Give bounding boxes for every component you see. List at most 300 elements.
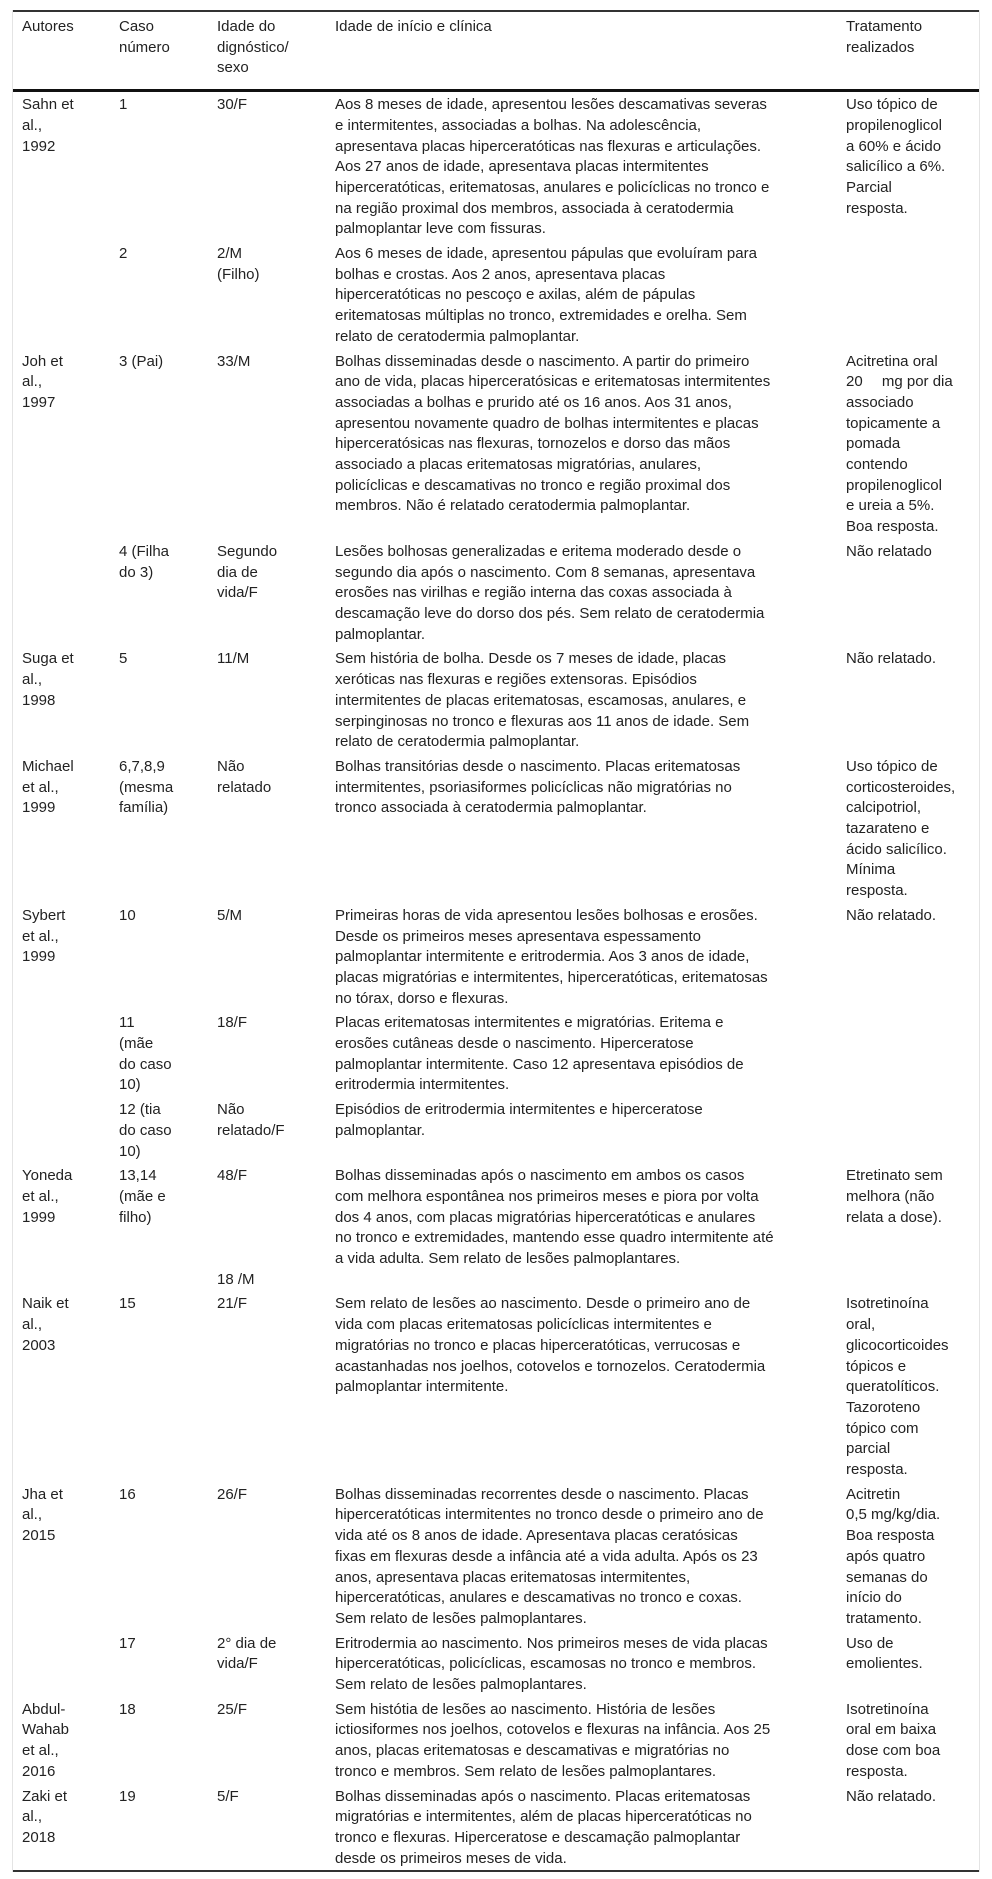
cell-line: 11/M — [217, 650, 250, 668]
cell-line: 17 — [119, 1634, 136, 1652]
cell-line: palmoplantar intermitente e eritrodermia. Aos 3 anos de idade, — [335, 948, 750, 966]
cell-line: vida/F — [217, 1655, 258, 1673]
table-row — [13, 1784, 979, 1872]
cell-line: resposta. — [846, 882, 908, 900]
case-number-cell — [110, 1631, 208, 1697]
diagnosis-age-sex-cell — [208, 903, 326, 1011]
cell-line: dignóstico/ — [217, 38, 289, 56]
cell-line: tópico com — [846, 1419, 919, 1437]
cell-line: Tazoroteno — [846, 1398, 921, 1416]
cell-line: palmoplantar intermitente. Caso 12 apresentava episódios de — [335, 1055, 744, 1073]
case-number-cell — [110, 646, 208, 754]
diagnosis-age-sex-cell — [208, 349, 326, 539]
table-row — [13, 1482, 979, 1631]
cell-line: 30/F — [217, 96, 248, 114]
cell-line: associado — [846, 393, 914, 411]
cell-line: intermitentes, psoriasiformes policíclicas não migratórias no — [335, 778, 732, 796]
table-row — [13, 241, 979, 349]
cell-line: relata a dose). — [846, 1208, 942, 1226]
cell-line: 13,14 — [119, 1167, 157, 1185]
cell-line — [217, 1187, 326, 1208]
cell-line: descamação leve do dorso dos pés. Sem relato de ceratodermia — [335, 604, 765, 622]
cell-line: et al., — [22, 1187, 59, 1205]
cell-line: Yoneda — [22, 1167, 73, 1185]
column-header-age — [208, 11, 326, 91]
cell-line: 2 — [119, 245, 128, 263]
cell-line: Bolhas transitórias desde o nascimento. Placas eritematosas — [335, 757, 741, 775]
cell-line: Sybert — [22, 906, 66, 924]
treatment-cell — [837, 1291, 979, 1481]
cell-line: Não — [217, 1101, 245, 1119]
cell-line: após quatro — [846, 1547, 926, 1565]
cell-line: apresentou novamente quadro de bolhas intermitentes e placas — [335, 414, 759, 432]
case-number-cell — [110, 1097, 208, 1163]
cell-line: hiperceratóticas, eritematosas, anulares e policíclicas no tronco e — [335, 178, 770, 196]
cell-line: 26/F — [217, 1485, 248, 1503]
cell-line: 10 — [119, 906, 136, 924]
case-number-cell — [110, 349, 208, 539]
cell-line: Jha et — [22, 1485, 63, 1503]
cell-line: 1999 — [22, 799, 56, 817]
cell-line: Acitretina oral — [846, 352, 938, 370]
cell-line: filho) — [119, 1208, 152, 1226]
cell-line: com melhora espontânea nos primeiros meses e piora por volta — [335, 1187, 759, 1205]
cell-line: vida/F — [217, 584, 258, 602]
cell-line: 12 (tia — [119, 1101, 161, 1119]
cell-line: bolhas e crostas. Aos 2 anos, apresentava placas — [335, 265, 666, 283]
authors-cell — [13, 1163, 110, 1291]
cell-line: Wahab — [22, 1721, 69, 1739]
cell-line: Mínima — [846, 861, 896, 879]
treatment-cell — [837, 1097, 979, 1163]
cell-line: Sem relato de lesões ao nascimento. Desde o primeiro ano de — [335, 1295, 751, 1313]
onset-clinical-cell — [326, 1482, 837, 1631]
onset-clinical-cell — [326, 1010, 837, 1097]
table-row — [13, 646, 979, 754]
cell-line: associadas a bolhas e prurido até os 16 anos. Aos 31 anos, — [335, 393, 732, 411]
diagnosis-age-sex-cell — [208, 241, 326, 349]
cell-line: pomada — [846, 435, 901, 453]
table-row — [13, 1697, 979, 1784]
cell-line: (mãe e — [119, 1187, 166, 1205]
case-table — [13, 10, 979, 1872]
table-row — [13, 1010, 979, 1097]
cell-line: al., — [22, 1506, 43, 1524]
table-row — [13, 754, 979, 903]
cell-line: 19 — [119, 1787, 136, 1805]
treatment-cell — [837, 539, 979, 647]
onset-clinical-cell — [326, 1097, 837, 1163]
cell-line: (mãe — [119, 1035, 154, 1053]
cell-line: al., — [22, 1316, 43, 1334]
diagnosis-age-sex-cell — [208, 539, 326, 647]
diagnosis-age-sex-cell — [208, 91, 326, 241]
cell-line: 5/F — [217, 1787, 239, 1805]
cell-line: hiperceratóticas, anulares e descamativas no tronco e coxas. — [335, 1589, 742, 1607]
cell-line: Segundo — [217, 542, 278, 560]
cell-line: 1997 — [22, 393, 56, 411]
cell-line: 2003 — [22, 1336, 56, 1354]
authors-cell — [13, 1291, 110, 1481]
cell-line: Primeiras horas de vida apresentou lesões bolhosas e erosões. — [335, 906, 758, 924]
cell-line: Eritrodermia ao nascimento. Nos primeiros meses de vida placas — [335, 1634, 768, 1652]
cell-line: 1999 — [22, 1208, 56, 1226]
cell-line: resposta. — [846, 1762, 908, 1780]
cell-line: resposta. — [846, 199, 908, 217]
cell-line: 18/F — [217, 1014, 248, 1032]
cell-line: palmoplantar. — [335, 625, 426, 643]
cell-line: 21/F — [217, 1295, 248, 1313]
diagnosis-age-sex-cell — [208, 646, 326, 754]
cell-line: 18 /M — [217, 1270, 255, 1288]
authors-cell — [13, 539, 110, 647]
column-header-clinic — [326, 11, 837, 91]
cell-line: Joh et — [22, 352, 63, 370]
cell-line: migratórias no tronco e placas hiperceratóticas, verrucosas e — [335, 1336, 741, 1354]
cell-line: oral em baixa — [846, 1721, 937, 1739]
cell-line: 4 (Filha — [119, 542, 170, 560]
case-number-cell — [110, 539, 208, 647]
cell-line: queratolíticos. — [846, 1378, 940, 1396]
onset-clinical-cell — [326, 91, 837, 241]
cell-line: Michael — [22, 757, 74, 775]
authors-cell — [13, 903, 110, 1011]
cell-line: glicocorticoides — [846, 1336, 949, 1354]
cell-line: ictiosiformes nos joelhos, cotovelos e flexuras na infância. Aos 25 — [335, 1721, 771, 1739]
case-table-container — [12, 10, 980, 1872]
cell-line: relatado — [217, 778, 272, 796]
cell-line: Aos 6 meses de idade, apresentou pápulas que evoluíram para — [335, 245, 757, 263]
onset-clinical-cell — [326, 903, 837, 1011]
case-number-cell — [110, 1784, 208, 1872]
cell-line: número — [119, 38, 170, 56]
cell-line — [217, 1208, 326, 1229]
case-number-cell — [110, 1291, 208, 1481]
authors-cell — [13, 1482, 110, 1631]
authors-cell — [13, 241, 110, 349]
cell-line: Sem relato de lesões palmoplantares. — [335, 1676, 587, 1694]
case-number-cell — [110, 241, 208, 349]
header-row — [13, 11, 979, 91]
onset-clinical-cell — [326, 1291, 837, 1481]
cell-line: Não — [217, 757, 245, 775]
cell-line: hiperceratóticas intermitentes no tronco desde o primeiro ano de — [335, 1506, 764, 1524]
case-number-cell — [110, 1482, 208, 1631]
onset-clinical-cell — [326, 1631, 837, 1697]
cell-line: tazarateno e — [846, 820, 930, 838]
cell-line: apresentava placas hiperceratóticas nas flexuras e articulações. — [335, 137, 762, 155]
cell-line: Sahn et — [22, 96, 74, 114]
cell-line: contendo — [846, 456, 908, 474]
cell-line: 33/M — [217, 352, 251, 370]
cell-line: (mesma — [119, 778, 174, 796]
cell-line: e intermitentes, associadas a bolhas. Na adolescência, — [335, 116, 702, 134]
case-number-cell — [110, 1163, 208, 1291]
cell-line: Abdul- — [22, 1700, 66, 1718]
cell-line: 10) — [119, 1076, 141, 1094]
treatment-cell — [837, 1697, 979, 1784]
cell-line: Bolhas disseminadas desde o nascimento. A partir do primeiro — [335, 352, 750, 370]
cell-line: calcipotriol, — [846, 799, 922, 817]
cell-line: relato de ceratodermia palmoplantar. — [335, 327, 580, 345]
cell-line: tronco e membros. Sem relato de lesões palmoplantares. — [335, 1762, 717, 1780]
cell-line: Suga et — [22, 650, 74, 668]
cell-line: Parcial — [846, 178, 892, 196]
cell-line: Tratamento — [846, 18, 923, 35]
authors-cell — [13, 1631, 110, 1697]
cell-line: anos, apresentava placas eritematosas intermitentes, — [335, 1568, 691, 1586]
cell-line: 11 — [119, 1014, 135, 1032]
cell-line: tópicos e — [846, 1357, 907, 1375]
cell-line: membros. Não é relatado ceratodermia palmoplantar. — [335, 497, 691, 515]
cell-line: Idade de início e clínica — [335, 18, 492, 35]
cell-line: Aos 27 anos de idade, apresentava placas intermitentes — [335, 158, 709, 176]
cell-line: Não relatado. — [846, 906, 937, 924]
diagnosis-age-sex-cell — [208, 1784, 326, 1872]
cell-line: 15 — [119, 1295, 136, 1313]
cell-line: vida com placas eritematosas policíclicas intermitentes e — [335, 1316, 712, 1334]
cell-line: Lesões bolhosas generalizadas e eritema moderado desde o — [335, 542, 742, 560]
cell-line: et al., — [22, 778, 59, 796]
cell-line: ácido salicílico. — [846, 840, 947, 858]
diagnosis-age-sex-cell — [208, 1631, 326, 1697]
cell-line: palmoplantar. — [335, 1121, 426, 1139]
cell-line: 1999 — [22, 948, 56, 966]
cell-line: associado a placas eritematosas migratórias, anulares, — [335, 456, 702, 474]
diagnosis-age-sex-cell — [208, 1010, 326, 1097]
onset-clinical-cell — [326, 349, 837, 539]
cell-line: erosões nas virilhas e região interna das coxas associada à — [335, 584, 732, 602]
cell-line: 48/F — [217, 1167, 248, 1185]
table-row — [13, 539, 979, 647]
cell-line: dia de — [217, 563, 258, 581]
cell-line: dose com boa — [846, 1742, 941, 1760]
authors-cell — [13, 1097, 110, 1163]
onset-clinical-cell — [326, 1784, 837, 1872]
case-number-cell — [110, 1010, 208, 1097]
onset-clinical-cell — [326, 1697, 837, 1784]
diagnosis-age-sex-cell — [208, 1482, 326, 1631]
diagnosis-age-sex-cell — [208, 1697, 326, 1784]
cell-line: propilenoglicol — [846, 476, 942, 494]
cell-line: no tronco e extremidades, mantendo esse quadro intermitente até — [335, 1229, 774, 1247]
cell-line: propilenoglicol — [846, 116, 942, 134]
cell-line: família) — [119, 799, 169, 817]
cell-line: Isotretinoína — [846, 1700, 929, 1718]
diagnosis-age-sex-cell — [208, 1163, 326, 1291]
treatment-cell — [837, 754, 979, 903]
cell-line: acastanhadas nos joelhos, cotovelos e tornozelos. Ceratodermia — [335, 1357, 766, 1375]
cell-line: Bolhas disseminadas após o nascimento em ambos os casos — [335, 1167, 745, 1185]
diagnosis-age-sex-cell — [208, 1291, 326, 1481]
cell-line: palmoplantar leve com fissuras. — [335, 220, 546, 238]
cell-line: (Filho) — [217, 265, 260, 283]
table-row — [13, 1097, 979, 1163]
cell-line: Uso tópico de — [846, 96, 938, 114]
cell-line: 1 — [119, 96, 128, 114]
cell-line: Isotretinoína — [846, 1295, 929, 1313]
onset-clinical-cell — [326, 1163, 837, 1291]
authors-cell — [13, 754, 110, 903]
cell-line: Aos 8 meses de idade, apresentou lesões descamativas severas — [335, 96, 767, 114]
table-header — [13, 11, 979, 91]
cell-line: 2° dia de — [217, 1634, 277, 1652]
cell-line: salicílico a 6%. — [846, 158, 946, 176]
cell-line: tratamento. — [846, 1609, 922, 1627]
treatment-cell — [837, 241, 979, 349]
case-number-cell — [110, 754, 208, 903]
cell-line: migratórias e intermitentes, além de placas hiperceratóticas no — [335, 1808, 752, 1826]
cell-line: erosões cutâneas desde o nascimento. Hiperceratose — [335, 1035, 694, 1053]
cell-line: Zaki et — [22, 1787, 68, 1805]
case-number-cell — [110, 91, 208, 241]
case-number-cell — [110, 1697, 208, 1784]
onset-clinical-cell — [326, 539, 837, 647]
cell-line: dos 4 anos, com placas migratórias hiperceratóticas e anulares — [335, 1208, 756, 1226]
cell-line: 2016 — [22, 1762, 56, 1780]
cell-line: 5 — [119, 650, 128, 668]
cell-line: Bolhas disseminadas após o nascimento. Placas eritematosas — [335, 1787, 751, 1805]
cell-line: 1998 — [22, 691, 56, 709]
cell-line: al., — [22, 1808, 43, 1826]
cell-line: segundo dia após o nascimento. Com 8 semanas, apresentava — [335, 563, 756, 581]
cell-line: xeróticas nas flexuras e regiões extensoras. Episódios — [335, 671, 697, 689]
cell-line: desde os primeiros meses de vida. — [335, 1849, 567, 1867]
cell-line: 16 — [119, 1485, 136, 1503]
cell-line: palmoplantar intermitente. — [335, 1378, 509, 1396]
cell-line: 20 mg por dia — [846, 373, 953, 391]
cell-line: resposta. — [846, 1461, 908, 1479]
cell-line: do 3) — [119, 563, 154, 581]
cell-line: et al., — [22, 927, 59, 945]
treatment-cell — [837, 646, 979, 754]
cell-line: Acitretin — [846, 1485, 901, 1503]
cell-line: Sem histótia de lesões ao nascimento. História de lesões — [335, 1700, 716, 1718]
table-row — [13, 91, 979, 241]
cell-line: placas migratórias e intermitentes, hiperceratóticas, eritematosas — [335, 968, 768, 986]
treatment-cell — [837, 1010, 979, 1097]
authors-cell — [13, 646, 110, 754]
cell-line: tronco e flexuras. Hiperceratose e descamação palmoplantar — [335, 1829, 741, 1846]
onset-clinical-cell — [326, 646, 837, 754]
cell-line: emolientes. — [846, 1655, 923, 1673]
cell-line — [217, 1249, 326, 1270]
cell-line: relato de ceratodermia palmoplantar. — [335, 733, 580, 751]
cell-line: oral, — [846, 1316, 876, 1334]
cell-line: Naik et — [22, 1295, 69, 1313]
treatment-cell — [837, 1784, 979, 1872]
cell-line: al., — [22, 671, 43, 689]
cell-line: tronco associada à ceratodermia palmoplantar. — [335, 799, 647, 817]
cell-line: Idade do — [217, 18, 276, 35]
cell-line: al., — [22, 373, 43, 391]
cell-line: hiperceratósicas nas flexuras, tornozelos e dorso das mãos — [335, 435, 731, 453]
cell-line: hiperceratóticas, policíclicas, escamosas no tronco e membros. — [335, 1655, 757, 1673]
cell-line: hiperceratóticas no pescoço e axilas, além de pápulas — [335, 286, 696, 304]
cell-line: Bolhas disseminadas recorrentes desde o nascimento. Placas — [335, 1485, 749, 1503]
treatment-cell — [837, 1163, 979, 1291]
cell-line: Boa resposta — [846, 1527, 935, 1545]
cell-line: fixas em flexuras desde a infância até a vida adulta. Após os 23 — [335, 1547, 758, 1565]
table-row — [13, 903, 979, 1011]
cell-line: relatado/F — [217, 1121, 285, 1139]
treatment-cell — [837, 91, 979, 241]
cell-line: Episódios de eritrodermia intermitentes e hiperceratose — [335, 1101, 703, 1119]
cell-line: Uso tópico de — [846, 757, 938, 775]
table-row — [13, 1163, 979, 1291]
cell-line: intermitentes de placas eritematosas, escamosas, anulares, e — [335, 691, 747, 709]
cell-line: Não relatado. — [846, 650, 937, 668]
cell-line: anos, placas eritematosas e descamativas e migratórias no — [335, 1742, 730, 1760]
treatment-cell — [837, 903, 979, 1011]
cell-line: início do — [846, 1589, 902, 1607]
authors-cell — [13, 1010, 110, 1097]
cell-line: 25/F — [217, 1700, 248, 1718]
cell-line: Caso — [119, 18, 155, 35]
cell-line: a 60% e ácido — [846, 137, 942, 155]
case-number-cell — [110, 903, 208, 1011]
cell-line: Autores — [22, 18, 74, 35]
authors-cell — [13, 91, 110, 241]
authors-cell — [13, 349, 110, 539]
cell-line: 18 — [119, 1700, 136, 1718]
authors-cell — [13, 1697, 110, 1784]
cell-line: eritematosas múltiplas no tronco, extremidades e orelha. Sem — [335, 307, 747, 325]
diagnosis-age-sex-cell — [208, 1097, 326, 1163]
onset-clinical-cell — [326, 241, 837, 349]
cell-line: semanas do — [846, 1568, 928, 1586]
cell-line: a vida adulta. Sem relato de lesões palmoplantares. — [335, 1250, 681, 1268]
cell-line: al., — [22, 116, 43, 134]
cell-line: Desde os primeiros meses apresentava espessamento — [335, 927, 702, 945]
onset-clinical-cell — [326, 754, 837, 903]
cell-line: policíclicas e descamativas no tronco e região proximal dos — [335, 476, 731, 494]
cell-line: Não relatado — [846, 542, 932, 560]
cell-line: Placas eritematosas intermitentes e migratórias. Eritema e — [335, 1014, 724, 1032]
cell-line: do caso — [119, 1055, 172, 1073]
cell-line: Etretinato sem — [846, 1167, 943, 1185]
cell-line: 0,5 mg/kg/dia. — [846, 1506, 941, 1524]
table-body — [13, 91, 979, 1872]
cell-line: Não relatado. — [846, 1787, 937, 1805]
column-header-authors — [13, 11, 110, 91]
cell-line: 5/M — [217, 906, 243, 924]
cell-line: ano de vida, placas hiperceratósicas e eritematosas intermitentes — [335, 373, 771, 391]
treatment-cell — [837, 1631, 979, 1697]
cell-line: melhora (não — [846, 1187, 935, 1205]
cell-line: sexo — [217, 59, 249, 77]
column-header-treatment — [837, 11, 979, 91]
cell-line: serpinginosas no tronco e flexuras aos 11 anos de idade. Sem — [335, 712, 750, 730]
cell-line: 2/M — [217, 245, 243, 263]
cell-line: et al., — [22, 1742, 59, 1760]
cell-line: corticosteroides, — [846, 778, 956, 796]
cell-line: realizados — [846, 38, 915, 56]
cell-line: 3 (Pai) — [119, 352, 164, 370]
cell-line: vida até os 8 anos de idade. Apresentava placas ceratósicas — [335, 1527, 738, 1545]
cell-line: eritrodermia intermitentes. — [335, 1076, 510, 1094]
cell-line: Sem relato de lesões palmoplantares. — [335, 1609, 587, 1627]
cell-line: e ureia a 5%. — [846, 497, 935, 515]
table-row — [13, 1631, 979, 1697]
cell-line: 6,7,8,9 — [119, 757, 165, 775]
cell-line: parcial — [846, 1440, 891, 1458]
cell-line: 10) — [119, 1142, 141, 1160]
cell-line: 2018 — [22, 1829, 56, 1846]
cell-line: Sem história de bolha. Desde os 7 meses de idade, placas — [335, 650, 727, 668]
cell-line — [217, 1228, 326, 1249]
cell-line: Boa resposta. — [846, 518, 939, 536]
